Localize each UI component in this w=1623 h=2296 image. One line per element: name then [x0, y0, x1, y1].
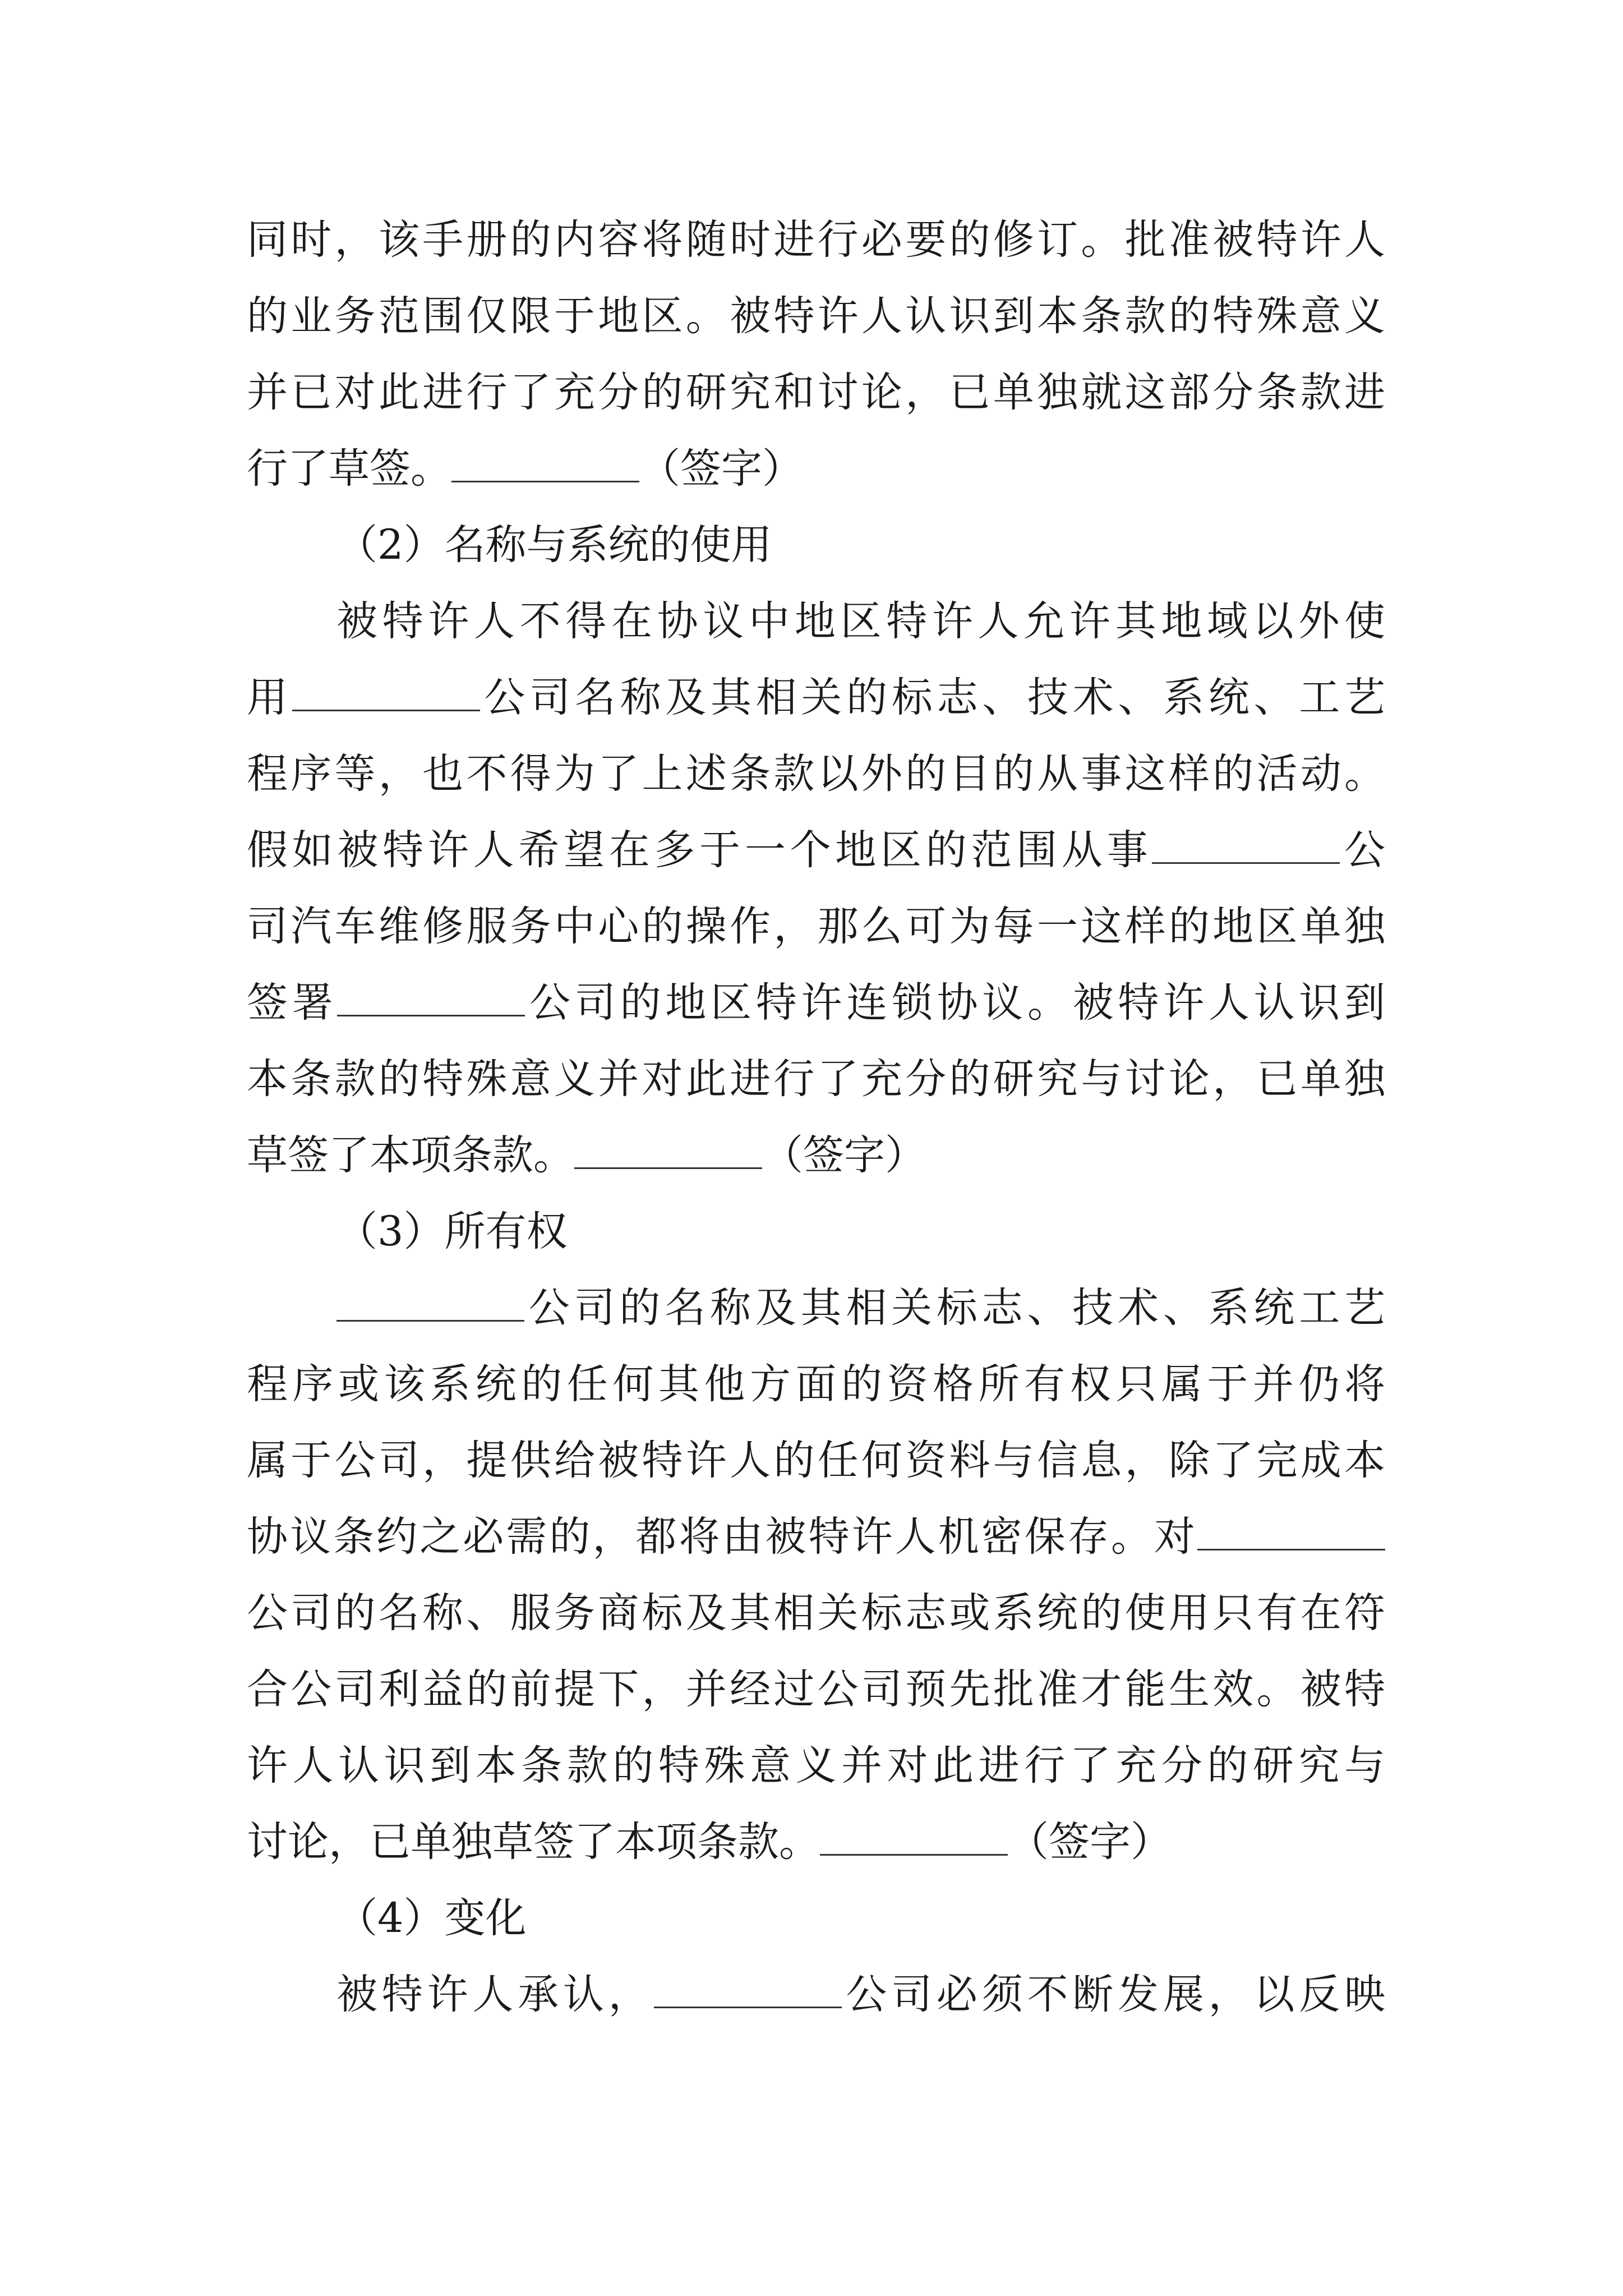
section-heading: （3）所有权	[336, 1208, 568, 1255]
text-line: 公司的名称及其相关标志、技术、系统工艺	[247, 1270, 1385, 1346]
text-line: 被特许人不得在协议中地区特许人允许其地域以外使	[336, 597, 1385, 645]
text-line: 的业务范围仅限于地区。被特许人认识到本条款的特殊意义	[247, 292, 1385, 340]
text-line: 草签了本项条款。 （签字）	[247, 1131, 926, 1179]
text-line: 讨论，已单独草签了本项条款。 （签字）	[247, 1818, 1172, 1866]
text-line: 签署 公司的地区特许连锁协议。被特许人认识到	[247, 979, 1385, 1027]
text-line: 假如被特许人希望在多于一个地区的范围从事 公	[247, 826, 1385, 874]
text-line: 用 公司名称及其相关的标志、技术、系统、工艺	[247, 674, 1385, 721]
text-line: 本条款的特殊意义并对此进行了充分的研究与讨论，已单独	[247, 1055, 1385, 1103]
text-line: 许人认识到本条款的特殊意义并对此进行了充分的研究与	[247, 1742, 1385, 1789]
fill-blank	[1197, 1515, 1385, 1550]
section-heading: （4）变化	[336, 1894, 527, 1942]
text-line: 同时，该手册的内容将随时进行必要的修订。批准被特许人	[247, 216, 1385, 264]
fill-blank	[292, 676, 480, 711]
signature-blank	[451, 447, 639, 482]
fill-blank	[336, 1286, 524, 1322]
fill-blank	[1152, 829, 1340, 864]
body-text	[247, 202, 1385, 2033]
section-heading: （2）名称与系统的使用	[336, 521, 772, 569]
signature-blank	[820, 1820, 1008, 1856]
text-line: 行了草签。 （签字）	[247, 445, 803, 493]
text-line: 合公司利益的前提下，并经过公司预先批准才能生效。被特	[247, 1665, 1385, 1713]
text-line: 属于公司，提供给被特许人的任何资料与信息，除了完成本	[247, 1437, 1385, 1484]
fill-blank	[337, 981, 525, 1016]
fill-blank	[654, 1973, 842, 2008]
signature-blank	[574, 1134, 762, 1169]
text-line: 并已对此进行了充分的研究和讨论，已单独就这部分条款进	[247, 369, 1385, 416]
text-line: 公司的名称、服务商标及其相关标志或系统的使用只有在符	[247, 1589, 1385, 1637]
text-line: 程序或该系统的任何其他方面的资格所有权只属于并仍将	[247, 1360, 1385, 1408]
text-line: 被特许人承认， 公司必须不断发展，以反映	[336, 1971, 1385, 2018]
text-line: 司汽车维修服务中心的操作，那么可为每一这样的地区单独	[247, 903, 1385, 950]
text-line: 程序等，也不得为了上述条款以外的目的从事这样的活动。	[247, 750, 1385, 798]
text-line: 协议条约之必需的，都将由被特许人机密保存。对	[247, 1499, 1385, 1575]
